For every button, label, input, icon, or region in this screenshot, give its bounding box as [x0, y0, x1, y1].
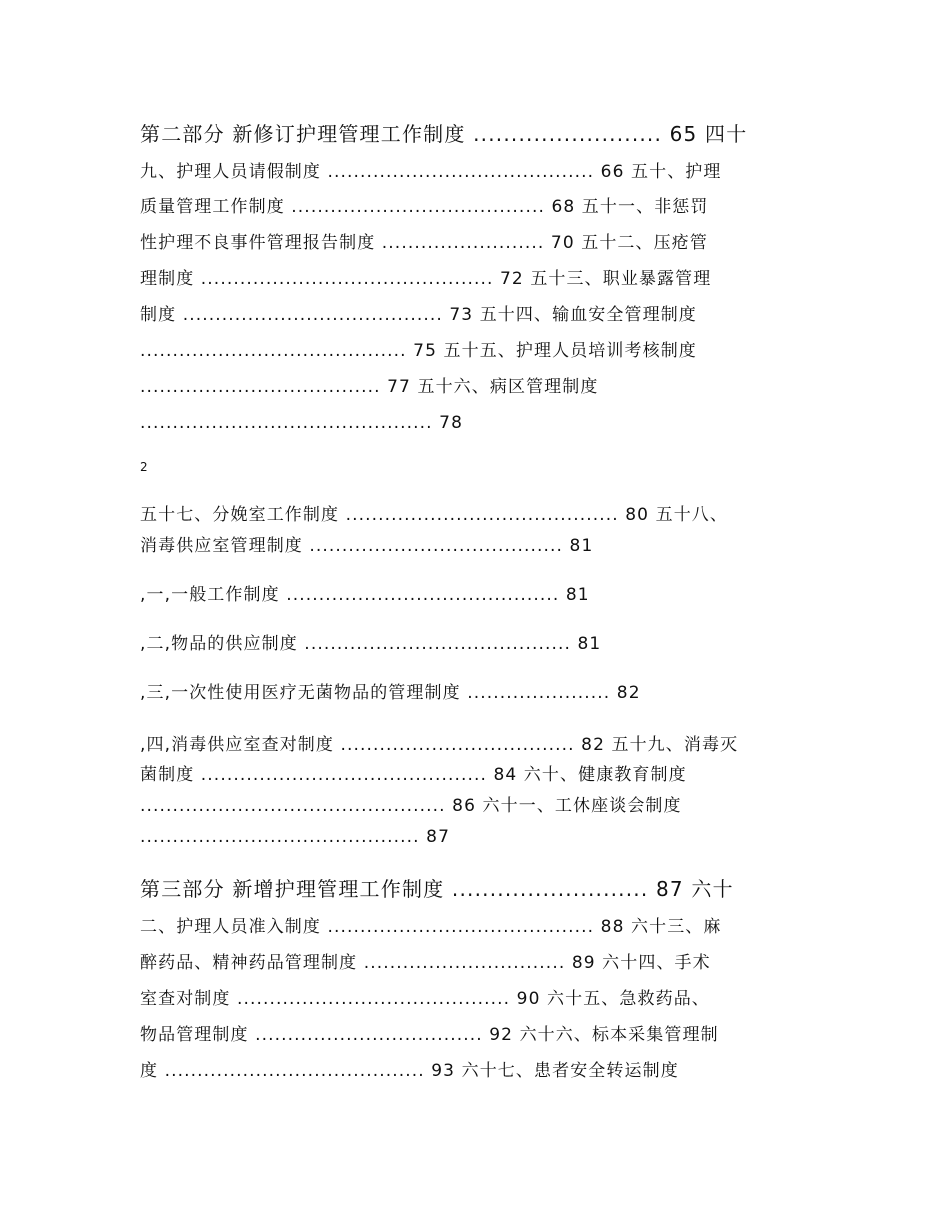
toc-line: 醉药品、精神药品管理制度 ............................... 89 六十四、手术	[140, 953, 711, 973]
toc-line: 消毒供应室管理制度 ....................................... 81	[140, 536, 594, 556]
toc-line: 五十七、分娩室工作制度 .......................................... 80 五十八、	[140, 505, 729, 525]
toc-line: ,三,一次性使用医疗无菌物品的管理制度 ...................... 82	[140, 683, 641, 703]
toc-line: 九、护理人员请假制度 ......................................... 66 五十、护理	[140, 162, 722, 182]
toc-line: ......................................... 75 五十五、护理人员培训考核制度	[140, 341, 697, 361]
toc-line: 度 ........................................ 93 六十七、患者安全转运制度	[140, 1061, 679, 1081]
toc-line: 性护理不良事件管理报告制度 ......................... 70 五十二、压疮管	[140, 233, 708, 253]
toc-line: ............................................. 78	[140, 413, 464, 433]
toc-line: 制度 ........................................ 73 五十四、输血安全管理制度	[140, 305, 697, 325]
toc-line: ............................................... 86 六十一、工休座谈会制度	[140, 796, 682, 816]
page-number: 2	[140, 460, 148, 474]
part3-heading-line: 第三部分 新增护理管理工作制度 .......................... 87 六十	[140, 877, 734, 901]
part2-heading-line: 第二部分 新修订护理管理工作制度 ......................... 65 四十	[140, 122, 748, 146]
toc-line: ........................................... 87	[140, 827, 450, 847]
toc-line: 二、护理人员准入制度 ......................................... 88 六十三、麻	[140, 917, 722, 937]
toc-line: ,一,一般工作制度 .......................................... 81	[140, 585, 590, 605]
toc-line: ,二,物品的供应制度 ......................................... 81	[140, 634, 602, 654]
toc-line: 理制度 ............................................. 72 五十三、职业暴露管理	[140, 269, 712, 289]
toc-line: ..................................... 77 五十六、病区管理制度	[140, 377, 599, 397]
toc-line: 室查对制度 .......................................... 90 六十五、急救药品、	[140, 989, 710, 1009]
toc-line: 物品管理制度 ................................... 92 六十六、标本采集管理制	[140, 1025, 719, 1045]
toc-line: 质量管理工作制度 ....................................... 68 五十一、非惩罚	[140, 197, 709, 217]
toc-line: ,四,消毒供应室查对制度 .................................... 82 五十九、消毒灭	[140, 735, 739, 755]
toc-line: 菌制度 ............................................ 84 六十、健康教育制度	[140, 765, 687, 785]
